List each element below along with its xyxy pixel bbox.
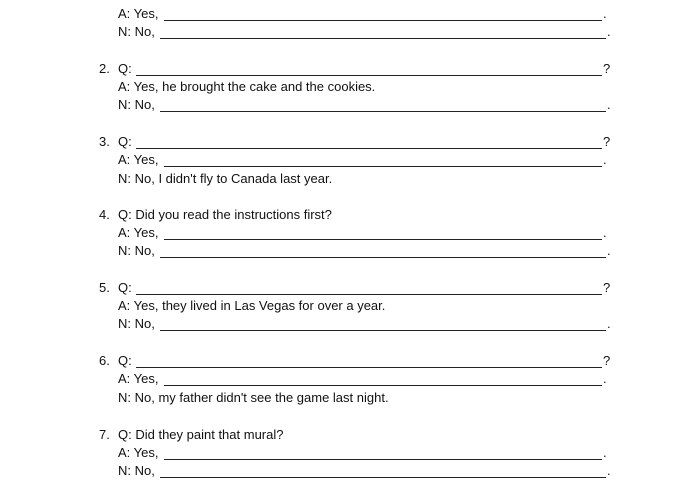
question-5-q-blank[interactable] — [136, 294, 602, 295]
question-2-number: 2. — [99, 61, 110, 76]
question-5-question-mark: ? — [603, 280, 611, 295]
question-4-no-period: . — [607, 243, 611, 258]
question-3-q-label: Q: — [118, 134, 132, 149]
question-4-no-blank[interactable] — [160, 257, 606, 258]
question-5-no-period: . — [607, 316, 611, 331]
question-6-q-blank[interactable] — [136, 367, 602, 368]
question-1-answer-yes: A: Yes, — [118, 6, 159, 21]
question-6-q-label: Q: — [118, 353, 132, 368]
question-5-answer-no: N: No, — [118, 316, 155, 331]
question-2-no-blank[interactable] — [160, 111, 606, 112]
question-7-yes-blank[interactable] — [164, 459, 602, 460]
question-3-q-blank[interactable] — [136, 148, 602, 149]
question-7-answer-yes: A: Yes, — [118, 445, 159, 460]
question-7-number: 7. — [99, 427, 110, 442]
question-3-yes-period: . — [603, 152, 607, 167]
question-7-yes-period: . — [603, 445, 607, 460]
question-6-yes-period: . — [603, 371, 607, 386]
question-3-number: 3. — [99, 134, 110, 149]
question-6-answer-no: N: No, my father didn't see the game last night. — [118, 390, 389, 405]
question-4-answer-yes: A: Yes, — [118, 225, 159, 240]
question-2-q-blank[interactable] — [136, 75, 602, 76]
question-2-no-period: . — [607, 97, 611, 112]
question-1-yes-blank[interactable] — [164, 20, 602, 21]
question-5-answer-yes: A: Yes, they lived in Las Vegas for over a year. — [118, 298, 386, 313]
question-1-answer-no: N: No, — [118, 24, 155, 39]
question-7-question: Q: Did they paint that mural? — [118, 427, 284, 442]
question-4-answer-no: N: No, — [118, 243, 155, 258]
question-2-answer-no: N: No, — [118, 97, 155, 112]
question-3-answer-yes: A: Yes, — [118, 152, 159, 167]
question-6-number: 6. — [99, 353, 110, 368]
question-2-answer-yes: A: Yes, he brought the cake and the cookies. — [118, 79, 376, 94]
question-1-no-blank[interactable] — [160, 38, 606, 39]
question-4-question: Q: Did you read the instructions first? — [118, 207, 332, 222]
question-6-question-mark: ? — [603, 353, 611, 368]
question-3-yes-blank[interactable] — [164, 166, 602, 167]
question-6-answer-yes: A: Yes, — [118, 371, 159, 386]
question-2-q-label: Q: — [118, 61, 132, 76]
question-3-answer-no: N: No, I didn't fly to Canada last year. — [118, 171, 333, 186]
question-4-yes-period: . — [603, 225, 607, 240]
question-7-no-blank[interactable] — [160, 477, 606, 478]
question-3-question-mark: ? — [603, 134, 611, 149]
question-5-q-label: Q: — [118, 280, 132, 295]
question-5-no-blank[interactable] — [160, 330, 606, 331]
question-7-no-period: . — [607, 463, 611, 478]
question-7-answer-no: N: No, — [118, 463, 155, 478]
question-4-number: 4. — [99, 207, 110, 222]
question-1-yes-period: . — [603, 6, 607, 21]
question-5-number: 5. — [99, 280, 110, 295]
question-2-question-mark: ? — [603, 61, 611, 76]
question-1-no-period: . — [607, 24, 611, 39]
question-6-yes-blank[interactable] — [164, 385, 602, 386]
question-4-yes-blank[interactable] — [164, 239, 602, 240]
